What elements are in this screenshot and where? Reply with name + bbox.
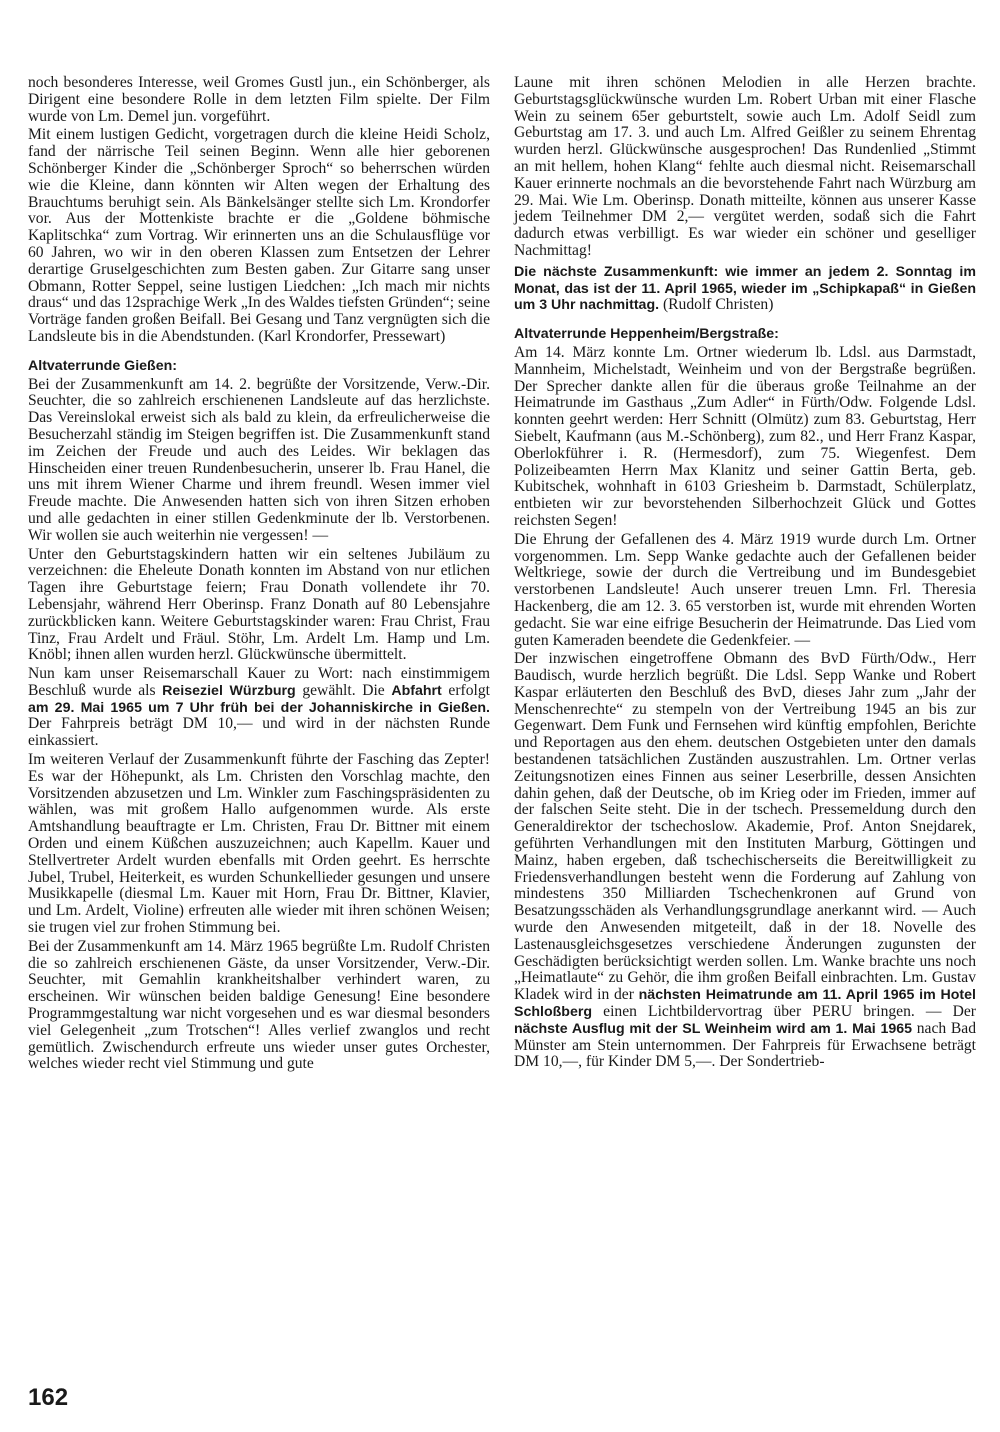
paragraph: [514, 651, 976, 1071]
bold-run: nächsten Heimatrunde am 11. April 1965 im Hotel Schloßberg: [514, 987, 976, 1021]
text-run: nach Bad Münster am Stein unternommen. Der Fahrpreis für Erwachsene beträgt DM 10,—, für Kinder DM 5,—. Der Sondertrieb-: [514, 1019, 976, 1071]
bold-run: am 29. Mai 1965 um 7 Uhr früh bei der Johanniskirche in Gießen.: [28, 699, 490, 716]
bold-run: Reiseziel Würzburg: [162, 682, 296, 699]
section-heading-giessen: Altvaterrunde Gießen:: [28, 357, 177, 374]
text-run: erfolgt: [441, 681, 490, 699]
text-run: Nun kam unser Reisemarschall Kauer zu Wort: nach einstimmigem Beschluß wurde als: [28, 665, 490, 699]
bold-run: Abfahrt: [391, 682, 442, 699]
paragraph: noch besonderes Interesse, weil Gromes Gustl jun., ein Schönberger, als Dirigent eine besondere Rolle in dem letzten Film spielte. Der Film wurde von Lm. Demel jun. vorgeführt.: [28, 74, 490, 125]
paragraph: Bei der Zusammenkunft am 14. 2. begrüßte der Vorsitzende, Verw.-Dir. Seuchter, die so zahlreich erschienenen Landsleute auf das herzlichste. Das Vereinslokal erweist sich als bald zu klein, da erfreulicherweise die Besucherzahl ständig im Steigen begriffen ist. Die Zusammenkunft stand im Zeichen der Freude und auch des Leides. Wir beklagen das Hinscheiden einer treuen Rundenbesucherin, unserer lb. Frau Hanel, die uns mit ihrem Wiener Charme und ihrem freundl. Wesen immer viel Freude machte. Die Anwesenden hatten sich von ihren Sitzen erhoben und alle gedachten in einer stillen Gedenkminute der lb. Verstorbenen. Wir wollen sie auch weiterhin nie vergessen! —: [28, 375, 490, 544]
paragraph: Bei der Zusammenkunft am 14. März 1965 begrüßte Lm. Rudolf Christen die so zahlreich erschienenen Gäste, da unser Vorsitzender, Verw.-Dir. Seuchter, mit Gemahlin krankheitshalber verhindert waren, zu erscheinen. Wir wünschen beiden baldige Genesung! Eine besondere Programmgestaltung war nicht vorgesehen und es war diesmal besonders viel Gelegenheit „zum Trotschen“! Alles verlief zwanglos und recht gemütlich. Zwischendurch erfreute uns wieder unser gutes Orchester, welches wieder recht viel Stimmung und gute: [28, 937, 490, 1073]
text-run: Der inzwischen eingetroffene Obmann des BvD Fürth/Odw., Herr Baudisch, wurde herzlich begrüßt. Die Ldsl. Sepp Wanke und Robert Kaspar erläuterten den Beschluß des BvD, dieses Jahr zum „Jahr der Menschenrechte“ zu stempeln von der Vertreibung 1945 an bis zur Gegenwart. Dem Funk und Fernsehen wird künftig empfohlen, Berichte und Reportagen aus den ehem. deutschen Ostgebieten unter den damals bestandenen tatsächlichen Zuständen auszustrahlen. Lm. Ortner verlas Zeitungsnotizen eines Finnen aus seiner Leserbrille, dessen Ansichten dahin gehen, daß der Deutsche, ob im Krieg oder im Frieden, immer auf der falschen Seite steht. Die in der tschech. Pressemeldung durch den Generaldirektor der tschechoslow. Akademie, Prof. Anton Snejdarek, geführten Verhandlungen mit den Instituten Marburg, Göttingen und Mainz, haben ergeben, daß tschechischerseits die Bereitwilligkeit zu Friedensverhandlungen besteht wenn die Forderung auf Zahlung von mindestens 350 Milliarden Tschechenkronen auf Grund von Besatzungsschäden als Verhandlungsgrundlage anerkannt wird. — Auch wurde den Anwesenden mitgeteilt, daß in der 18. Novelle des Lastenausgleichsgesetzes verschiedene Änderungen zugunsten der Geschädigten berücksichtigt werden sollen. Lm. Wanke brachte uns noch „Heimatlaute“ zu Gehör, die ihm großen Beifall einbrachten. Lm. Gustav Kladek wird in der: [514, 650, 976, 1004]
notice-author: (Rudolf Christen): [659, 296, 774, 314]
bold-run: nächste Ausflug mit der SL Weinheim wird am 1. Mai 1965: [514, 1020, 913, 1037]
section-heading-heppenheim: Altvaterrunde Heppenheim/Bergstraße:: [514, 326, 779, 343]
page-number: 162: [28, 1384, 69, 1411]
notice-text: Die nächste Zusammenkunft: wie immer an jedem 2. Sonntag im Monat, das ist der 11. April 1965, wieder im „Schipkapaß“ in Gießen um 3 Uhr nachmittag.: [514, 263, 976, 314]
left-column: [28, 75, 490, 1073]
text-run: gewählt. Die: [295, 681, 392, 699]
paragraph: Unter den Geburtstagskindern hatten wir ein seltenes Jubiläum zu verzeichnen: die Eheleute Donath konnten im Abstand von nur etlichen Tagen ihre Geburtstage feiern; Frau Donath vollendete ihr 70. Lebensjahr, während Herr Oberinsp. Franz Donath auf 80 Lebensjahre zurückblicken kann. Weitere Geburtstagskinder waren: Frau Christ, Frau Tinz, Frau Ardelt und Fräul. Stöhr, Lm. Ardelt Lm. Hamp und Lm. Knöbl; ihnen allen wurden herzl. Glückwünsche übermittelt.: [28, 545, 490, 664]
paragraph-travel: [28, 666, 490, 750]
paragraph: Mit einem lustigen Gedicht, vorgetragen durch die kleine Heidi Scholz, fand der närrische Teil seinen Beginn. Wenn alle hier geborenen Schönberger Kinder die „Schönberger Sproch“ so beherrschen würden wie die Kleine, dann könnten wir Alten wegen der Erhaltung des Brauchtums beruhigt sein. Als Bänkelsänger stellte sich Lm. Krondorfer vor. Aus der Mottenkiste brachte er die „Goldene böhmische Kaplitschka“ zum Vortrag. Wir erinnerten uns an die Schulausflüge vor 60 Jahren, wo wir in den oberen Klassen zum Entsetzen der Lehrer derartige Gruselgeschichten zum Besten gaben. Zur Gitarre sang unser Obmann, Rotter Seppel, seine lustigen Liedchen: „Ich mach mir nichts draus“ und das 12sprachige Werk „In des Waldes tiefsten Gründen“; seine Vorträge fanden großen Beifall. Bei Gesang und Tanz vergnügten sich die Landsleute bis in die Abendstunden. (Karl Krondorfer, Pressewart): [28, 126, 490, 345]
next-meeting-notice: [514, 264, 976, 314]
paragraph: Die Ehrung der Gefallenen des 4. März 1919 wurde durch Lm. Ortner vorgenommen. Lm. Sepp Wanke gedachte auch der Gefallenen beider Weltkriege, sowie der durch die Vertreibung und im Bundesgebiet verstorbenen Landsleute! Auch unserer treuen Lmn. Frl. Theresia Hackenberg, die am 12. 3. 65 verstorben ist, wurde mit ehrenden Worten gedacht. Sie war eine eifrige Besucherin der Heimatrunde. Das Lied vom guten Kameraden beendete die Gedenkfeier. —: [514, 530, 976, 649]
right-column: [514, 75, 976, 1071]
text-run: einen Lichtbildervortrag über PERU bringen. — Der: [592, 1003, 976, 1021]
text-run: Der Fahrpreis beträgt DM 10,— und wird in der nächsten Runde einkassiert.: [28, 715, 490, 750]
paragraph: Im weiteren Verlauf der Zusammenkunft führte der Fasching das Zepter! Es war der Höhepunkt, als Lm. Christen den Vorschlag machte, den Vorsitzenden abzusetzen und Lm. Winkler zum Faschingspräsidenten zu wählen, was mit großem Hallo aufgenommen wurde. Als erste Amtshandlung beauftragte er Lm. Christen, Frau Dr. Bittner mit einem Orden und einem Küßchen auszuzeichnen; auch Kapellm. Kauer und Stellvertreter Ardelt wurden ebenfalls mit Orden geehrt. Es herrschte Jubel, Trubel, Heiterkeit, es wurden Schunkellieder gesungen und unsere Musikkapelle (diesmal Lm. Kauer mit Horn, Frau Dr. Bittner, Klavier, und Lm. Ardelt, Violine) erfreuten alle wieder mit ihren schönen Weisen; sie trugen viel zur frohen Stimmung bei.: [28, 751, 490, 937]
paragraph: Laune mit ihren schönen Melodien in alle Herzen brachte. Geburtstagsglückwünsche wurden Lm. Robert Urban mit einer Flasche Wein zu seinem 65er geburtstelt, sowie auch Lm. Adolf Seidl zum Geburtstag am 17. 3. und auch Lm. Alfred Geißler zu seinem Ehrentag wurden herzl. Glückwünsche ausgesprochen! Das Rundenlied „Stimmt an mit hellem, hohen Klang“ fehlte auch diesmal nicht. Reisemarschall Kauer erinnerte nochmals an die bevorstehende Fahrt nach Würzburg am 29. Mai. Wie Lm. Oberinsp. Donath mitteilte, können aus unserer Kasse jedem Teilnehmer DM 2,— vergütet werden, sodaß sich die Fahrt dadurch etwas verbilligt. Es war wieder ein schöner und geselliger Nachmittag!: [514, 74, 976, 259]
paragraph: Am 14. März konnte Lm. Ortner wiederum lb. Ldsl. aus Darmstadt, Mannheim, Michelstadt, Weinheim und von der Bergstraße begrüßen. Der Sprecher dankte allen für die überaus große Teilnahme an der Heimatrunde im Gasthaus „Zum Adler“ in Fürth/Odw. Folgende Ldsl. konnten geehrt werden: Herr Schnitt (Olmütz) zum 83. Geburtstag, Herr Siebelt, Kaufmann (aus M.-Schönberg), zum 82., und Herr Franz Kaspar, Oberlokführer i. R. (Hermesdorf), zum 75. Wiegenfest. Dem Polizeibeamten Herrn Max Klanitz und seiner Gattin Berta, geb. Kubitschek, wohnhaft in 6103 Griesheim b. Darmstadt, Schülerplatz, entbieten wir zur bevorstehenden Silberhochzeit Glück und Gottes reichsten Segen!: [514, 343, 976, 529]
